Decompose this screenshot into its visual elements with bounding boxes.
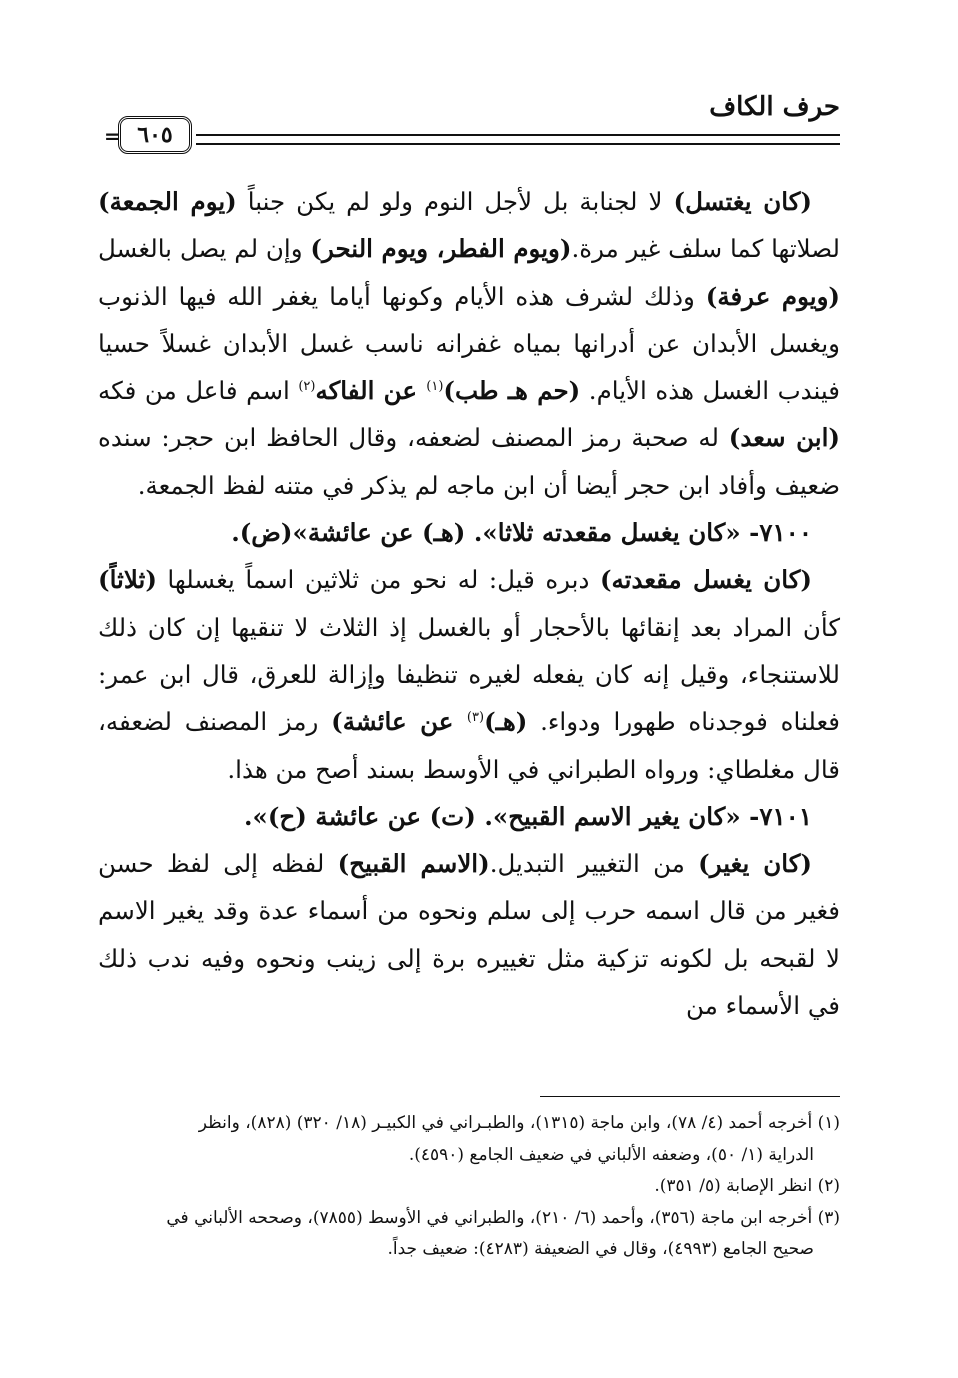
bold-phrase: (ثلاثاً): [98, 565, 157, 595]
bold-phrase: (الاسم القبيح): [337, 849, 490, 879]
paragraph: [98, 840, 840, 1029]
paragraph: [98, 178, 840, 509]
footnote-1: (١) أخرجه أحمد (٤/ ٧٨)، وابن ماجة (١٣١٥)، والطبـراني في الكبيـر (١٨/ ٣٢٠) (٨٢٨)، وانظر: [198, 1113, 840, 1133]
text-run: رمز المصنف لضعفه، قال مغلطاي: ورواه الطبراني في الأوسط بسند أصح من هذا.: [98, 707, 840, 784]
text-run: لصلاتها كما سلف غير مرة.: [571, 234, 841, 264]
bold-phrase: (ويوم عرفة): [705, 281, 840, 311]
footnote-separator: [540, 1096, 840, 1097]
text-run: اسم فاعل من فكه: [98, 376, 299, 406]
hadith-heading: ٧١٠٠- «كان يغسل مقعدته ثلاثا». (هـ) عن عائشة»(ض).: [231, 518, 812, 548]
footnote-3: (٣) أخرجه ابن ماجة (٣٥٦)، وأحمد (٦/ ٢١٠)، والطبراني في الأوسط (٧٨٥٥)، وصححه الألباني في: [166, 1207, 840, 1228]
bold-phrase: عن عائشة): [331, 707, 467, 737]
header-rule: [196, 134, 840, 145]
footnote-1-continuation: الدراية (١/ ٥٠)، وضعفه الألباني في ضعيف الجامع (٤٥٩٠).: [408, 1144, 814, 1165]
text-run: وذلك لشرف هذه الأيام وكونها أياما يغفر الله فيها الذنوب ويغسل الأبدان عن أدرانها بمياه غفرانه ناسب غسل الأبدان غسلاً حسيا فيندب الغسل هذه الأيام.: [98, 281, 841, 406]
chapter-title: حرف الكاف: [709, 92, 840, 122]
text-run: من التغيير التبديل.: [489, 849, 699, 879]
bold-phrase: (ويوم الفطر، ويوم النحر): [310, 234, 572, 264]
page-number-mark: =: [104, 124, 121, 148]
text-run: لفظه إلى لفظ حسن فغير من قال اسمه حرب إلى سلم ونحوه من أسماء عدة وقد يغير الاسم لا لقبحه بل لكونه تزكية مثل تغييره برة إلى زينب ونحوه وفيه ندب ذلك في الأسماء من: [98, 849, 840, 1021]
text-run: كأن المراد بعد إنقائها بالأحجار أو بالغسل إذ الثلاث لا تنقيها إن كان ذلك للاستنجاء، وقيل إنه كان يفعله لغيره تنظيفا وإزالة للعرق، قال ابن عمر: فعلناه فوجدناه طهورا ودواء.: [98, 612, 840, 737]
text-run: له صحبة رمز المصنف لضعفه، وقال الحافظ ابن حجر: سنده ضعيف وأفاد ابن حجر أيضا أن ابن ماجه لم يذكر في متنه لفظ الجمعة.: [98, 423, 840, 500]
page-number: ٦٠٥: [118, 116, 192, 154]
bold-phrase: (كان يغير): [698, 849, 813, 879]
footnote-ref: (٣): [466, 710, 485, 726]
bold-phrase: (كان يغسل مقعدته): [599, 565, 812, 595]
bold-phrase: (يوم الجمعة): [98, 187, 237, 216]
footnote-ref: (١): [426, 379, 444, 395]
bold-phrase: عن الفاكه: [315, 376, 427, 406]
footnote-2: (٢) انظر الإصابة (٥/ ٣٥١).: [654, 1176, 840, 1196]
bold-phrase: (هـ): [484, 707, 528, 737]
text-run: وإن لم يصل بالغسل: [98, 234, 311, 264]
bold-phrase: (ابن سعد): [728, 423, 840, 453]
footnote-3-continuation: صحيح الجامع (٤٩٩٣)، وقال في الضعيفة (٤٢٨٣): ضعيف جداً.: [387, 1239, 814, 1259]
main-text: [98, 178, 840, 1029]
hadith-heading: ٧١٠١- «كان يغير الاسم القبيح». (ت) عن عائشة (ح)».: [243, 801, 812, 831]
footnote-ref: (٢): [298, 379, 316, 395]
text-run: لا لجنابة بل لأجل النوم ولو لم يكن جنباً: [236, 187, 674, 216]
footnotes: [98, 1108, 840, 1266]
text-run: دبره قيل: له نحو من ثلاثين اسماً يغسلها: [156, 565, 600, 595]
bold-phrase: (كان يغتسل): [673, 187, 812, 216]
bold-phrase: (حم هـ طب): [443, 376, 581, 406]
paragraph: [98, 556, 840, 792]
